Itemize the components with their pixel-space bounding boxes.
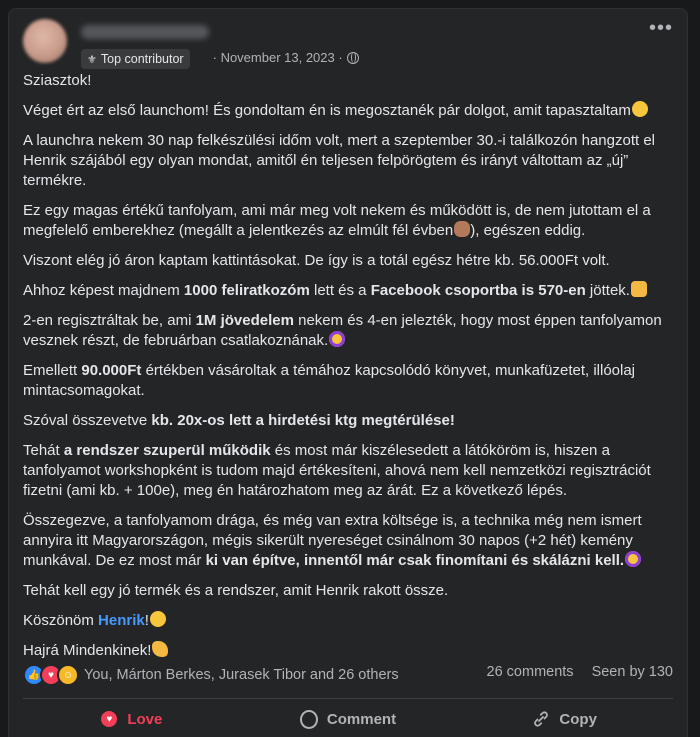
love-button[interactable]: ♥ Love bbox=[23, 701, 240, 737]
seen-by-count[interactable]: Seen by 130 bbox=[591, 664, 673, 680]
reaction-names[interactable]: You, Márton Berkes, Jurasek Tibor and 26 others bbox=[84, 667, 399, 683]
flexed-biceps-emoji-icon bbox=[152, 641, 168, 657]
paragraph: Tehát a rendszer szuperül működik és most már kiszélesedett a látóköröm is, hiszen a tanfolyamot workshopként is tudom majd értékesíteni, ahová nem kell nemzetközi regisztrációt fizetni (ami kb. + 100e), meg én határozhatom meg az árát. Ez a következő lépés. bbox=[23, 442, 651, 499]
reaction-summary[interactable] bbox=[23, 664, 399, 686]
paragraph: Szóval összevetve kb. 20x-os lett a hirdetési ktg megtérülése! bbox=[23, 412, 455, 429]
post-header bbox=[23, 19, 673, 69]
like-reaction-icon: 👍 bbox=[23, 664, 45, 686]
paragraph: Tehát kell egy jó termék és a rendszer, amit Henrik rakott össze. bbox=[23, 582, 449, 599]
top-contributor-badge[interactable] bbox=[81, 49, 190, 69]
smiling-emoji-icon bbox=[150, 611, 166, 627]
comments-count[interactable]: 26 comments bbox=[486, 664, 574, 680]
globe-icon[interactable] bbox=[347, 52, 359, 64]
paragraph: Ez egy magas értékű tanfolyam, ami már meg volt nekem és működött is, de nem jutottam el a megfelelő emberekhez (megállt a jelentkezés az elmúlt fél évben ), egészen eddig. bbox=[23, 202, 651, 239]
see-no-evil-monkey-emoji-icon bbox=[454, 221, 470, 237]
heart-icon: ♥ bbox=[100, 710, 118, 728]
paragraph: 2-en regisztráltak be, ami 1M jövedelem nekem és 4-en jelezték, hogy most éppen tanfolyamon vesznek részt, de februárban csatlakoznának. bbox=[23, 312, 662, 349]
paragraph: Ahhoz képest majdnem 1000 feliratkozóm lett és a Facebook csoportba is 570-en jöttek. bbox=[23, 281, 673, 301]
post-body bbox=[23, 71, 673, 671]
paragraph: Hajrá Mindenkinek! bbox=[23, 641, 673, 661]
paragraph: Véget ért az első launchom! És gondoltam én is megosztanék pár dolgot, amit tapasztaltam bbox=[23, 101, 673, 121]
action-bar bbox=[23, 701, 673, 737]
badge-label: Top contributor bbox=[100, 52, 184, 66]
author-name-redacted[interactable] bbox=[81, 25, 209, 39]
paragraph: Összegezve, a tanfolyamom drága, és még van extra költsége is, a technika még nem ismert annyira itt Magyarországon, mégis sikerült nyereséget csinálnom 30 napos (+2 hét) kemény munkával. De ez most már ki van építve, innentől már csak finomítani és skálázni kell. bbox=[23, 512, 642, 569]
divider bbox=[23, 698, 673, 699]
smile-emoji-icon bbox=[632, 101, 648, 117]
reactions-bar bbox=[23, 664, 673, 694]
post-meta: · November 13, 2023 · bbox=[209, 50, 359, 65]
paragraph: Emellett 90.000Ft értékben vásároltak a témához kapcsolódó könyvet, munkafüzetet, illóolaj mintacsomagokat. bbox=[23, 362, 636, 399]
paragraph: Köszönöm Henrik! bbox=[23, 611, 673, 631]
post-date[interactable]: November 13, 2023 bbox=[220, 50, 335, 65]
badge-icon: ⚜ bbox=[87, 53, 97, 66]
paragraph: A launchra nekem 30 nap felkészülési időm volt, mert a szeptember 30.-i találkozón hangzott el Henrik szájából egy olyan mondat, amitől én teljesen felpörögtem és irányt váltottam az „új” termékre. bbox=[23, 132, 656, 189]
link-icon bbox=[532, 710, 550, 728]
raised-hands-emoji-icon bbox=[631, 281, 647, 297]
copy-button[interactable]: Copy bbox=[456, 701, 673, 737]
star-struck-emoji-icon bbox=[625, 551, 641, 567]
comment-button[interactable]: Comment bbox=[240, 701, 457, 737]
mention-link[interactable]: Henrik bbox=[98, 612, 145, 629]
comment-bubble-icon bbox=[300, 710, 318, 728]
post-card bbox=[8, 8, 688, 737]
paragraph: Viszont elég jó áron kaptam kattintásokat. De így is a totál egész hétre kb. 56.000Ft volt. bbox=[23, 252, 610, 269]
more-options-icon[interactable]: ••• bbox=[648, 17, 673, 39]
avatar[interactable] bbox=[23, 19, 67, 63]
star-struck-emoji-icon bbox=[329, 331, 345, 347]
post-stats bbox=[487, 664, 673, 680]
care-reaction-icon: ☺ bbox=[57, 664, 79, 686]
love-reaction-icon: ♥ bbox=[40, 664, 62, 686]
paragraph: Sziasztok! bbox=[23, 72, 92, 89]
